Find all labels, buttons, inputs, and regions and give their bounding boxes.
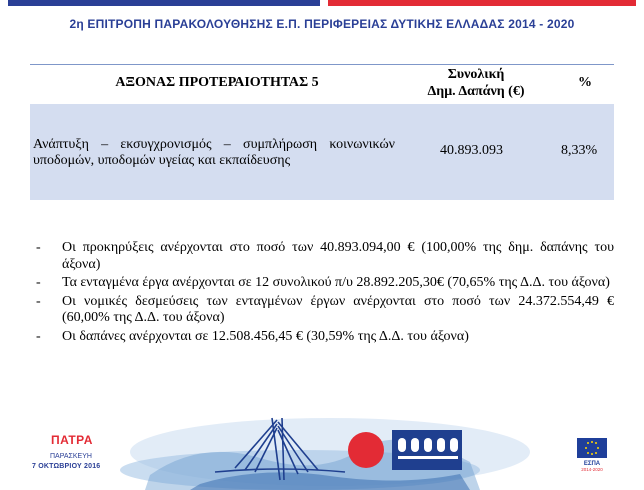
- row-description: Ανάπτυξη – εκσυγχρονισμός – συμπλήρωση κοινωνικών υποδομών, υποδομών υγείας και εκπαίδευσης: [33, 137, 395, 168]
- header-bar-blue: [8, 0, 320, 6]
- header-axis: ΑΞΟΝΑΣ ΠΡΟΤΕΡΑΙΟΤΗΤΑΣ 5: [115, 75, 319, 90]
- list-item: - Οι προκηρύξεις ανέρχονται στο ποσό των 40.893.094,00 € (100,00% της δημ. δαπάνης του άξονα): [36, 240, 614, 272]
- espa-years-text: 2014-2020: [581, 467, 603, 472]
- priority-axis-table: [30, 64, 614, 200]
- table-header-row: [30, 64, 614, 104]
- header-percent: %: [578, 75, 592, 90]
- page-title: 2η ΕΠΙΤΡΟΠΗ ΠΑΡΑΚΟΛΟΥΘΗΣΗΣ Ε.Π. ΠΕΡΙΦΕΡΕΙΑΣ ΔΥΤΙΚΗΣ ΕΛΛΑΔΑΣ 2014 - 2020: [69, 17, 575, 31]
- footer-illustration: [0, 400, 644, 490]
- bullet-dash: -: [36, 293, 41, 309]
- footer-day: ΠΑΡΑΣΚΕΥΗ: [50, 453, 92, 460]
- eu-flag-icon: [567, 438, 617, 472]
- espa-logo: [567, 438, 617, 472]
- list-item: - Τα ενταγμένα έργα ανέρχονται σε 12 συνολικού π/υ 28.892.205,30€ (70,65% της Δ.Δ. του άξονα): [36, 275, 610, 290]
- row-percent: 8,33%: [561, 143, 598, 158]
- row-amount: 40.893.093: [440, 143, 503, 158]
- table-row: [30, 104, 614, 200]
- bullet-list: [36, 240, 614, 347]
- footer-city: ΠΑΤΡΑ: [51, 433, 93, 447]
- espa-logo-text: ΕΣΠΑ: [583, 461, 601, 467]
- header-total-spend-line2: Δημ. Δαπάνη (€): [427, 84, 525, 99]
- header-total-spend: [414, 66, 538, 100]
- bullet-dash: -: [36, 240, 41, 255]
- list-item: - Οι δαπάνες ανέρχονται σε 12.508.456,45 € (30,59% της Δ.Δ. του άξονα): [36, 328, 469, 344]
- header-bar-red: [328, 0, 636, 6]
- header-total-spend-line1: Συνολική: [447, 67, 505, 82]
- bullet-dash: -: [36, 275, 41, 290]
- footer-date: 7 ΟΚΤΩΒΡΙΟΥ 2016: [32, 463, 101, 470]
- list-item: - Οι νομικές δεσμεύσεις των ενταγμένων έργων ανέρχονται στο ποσό των 24.372.554,49 € (60,00% της Δ.Δ. του άξονα): [36, 293, 614, 325]
- bullet-dash: -: [36, 328, 41, 344]
